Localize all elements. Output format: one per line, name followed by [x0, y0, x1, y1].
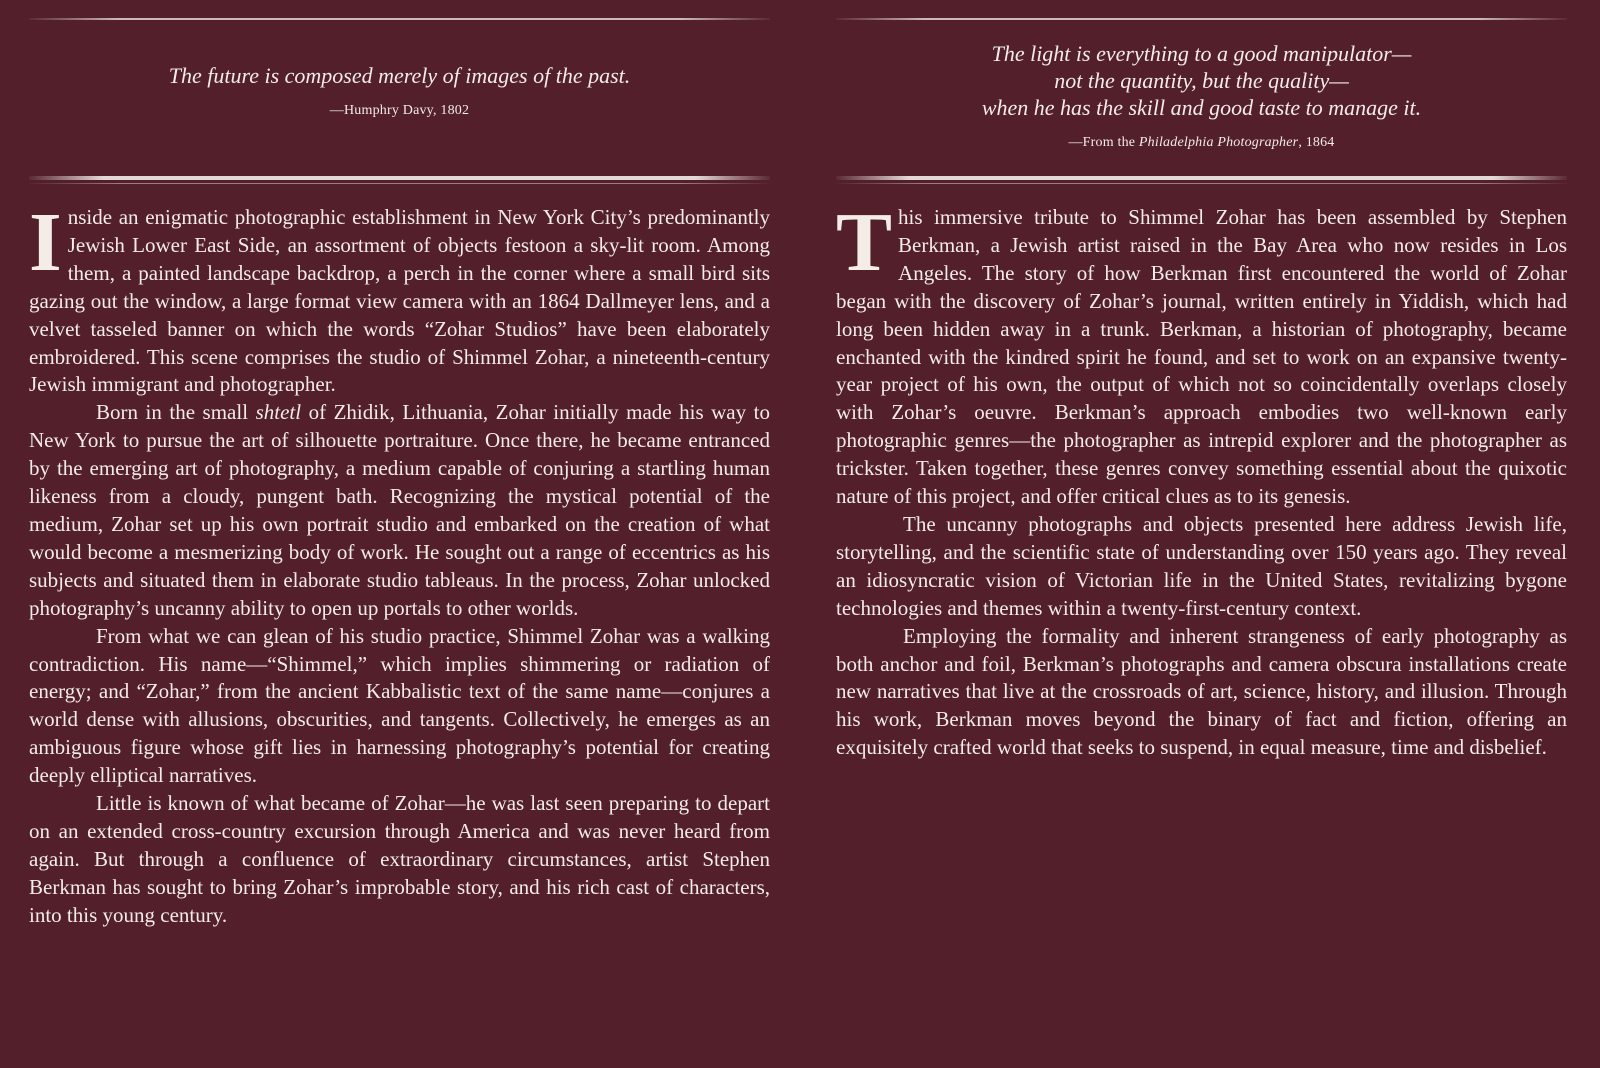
epigraph: [29, 62, 770, 119]
attribution-publication: Philadelphia Photographer: [1138, 135, 1299, 150]
epigraph-rule: [836, 176, 1567, 180]
epigraph: [836, 40, 1567, 151]
paragraph-text: his immersive tribute to Shimmel Zohar has been assembled by Stephen Berkman, a Jewish artist raised in the Bay Area who now resides in Los Angeles. The story of how Berkman first encountered the world of Zohar began with the discovery of Zohar’s journal, written entirely in Yiddish, which had long been hidden away in a trunk. Berkman, a historian of photography, became enchanted with the kindred spirit he found, and set to work on an expansive twenty-year project of his own, the output of which not so coincidentally overlaps closely with Zohar’s oeuvre. Berkman’s approach embodies two well-known early photographic genres—the photographer as intrepid explorer and the photographer as trickster. Taken together, these genres convey something essential about the quixotic nature of this project, and offer critical clues as to its genesis.: [836, 205, 1567, 509]
epigraph-attribution: —Humphry Davy, 1802: [329, 103, 470, 118]
epigraph-line: not the quantity, but the quality—: [1054, 68, 1349, 93]
paragraph: [29, 196, 770, 399]
paragraph: The uncanny photographs and objects presented here address Jewish life, storytelling, and the scientific state of understanding over 150 years ago. They reveal an idiosyncratic vision of Victorian life in the United States, revitalizing bygone technologies and themes within a twenty-first-century context.: [836, 511, 1567, 620]
epigraph-line: when he has the skill and good taste to manage it.: [981, 95, 1422, 120]
top-rule: [836, 18, 1567, 20]
epigraph-rule: [29, 176, 770, 180]
italic-term: shtetl: [255, 400, 302, 425]
epigraph-line: The light is everything to a good manipulator—: [991, 41, 1412, 66]
body-text: [836, 196, 1567, 762]
paragraph-text: nside an enigmatic photographic establishment in New York City’s predominantly Jewish Lower East Side, an assortment of objects festoon a sky-lit room. Among them, a painted landscape backdrop, a perch in the corner where a small bird sits gazing out the window, a large format view camera with an 1864 Dallmeyer lens, and a velvet tasseled banner on which the words “Zohar Studios” have been elaborately embroidered. This scene comprises the studio of Shimmel Zohar, a nineteenth-century Jewish immigrant and photographer.: [29, 205, 770, 397]
attribution-year: , 1864: [1298, 135, 1335, 150]
paragraph-text: Born in the small: [96, 400, 256, 425]
paragraph: [29, 399, 770, 622]
epigraph-attribution: [836, 135, 1567, 151]
epigraph-quote: [836, 40, 1567, 121]
drop-cap: T: [836, 196, 893, 289]
paragraph: Little is known of what became of Zohar—he was last seen preparing to depart on an extended cross-country excursion through America and was never heard from again. But through a confluence of extraordinary circumstances, artist Stephen Berkman has sought to bring Zohar’s improbable story, and his rich cast of characters, into this young century.: [29, 791, 770, 927]
paragraph-text: of Zhidik, Lithuania, Zohar initially made his way to New York to pursue the art of silhouette portraiture. Once there, he became entranced by the emerging art of photography, a medium capable of conjuring a startling human likeness from a cloudy, pungent bath. Recognizing the mystical potential of the medium, Zohar set up his own portrait studio and embarked on the creation of what would become a mesmerizing body of work. He sought out a range of eccentrics as his subjects and situated them in elaborate studio tableaus. In the process, Zohar unlocked photography’s uncanny ability to open up portals to other worlds.: [29, 400, 770, 620]
epigraph-quote: The future is composed merely of images of the past.: [168, 63, 631, 88]
drop-cap: I: [29, 196, 62, 289]
paragraph: [836, 196, 1567, 511]
paragraph: Employing the formality and inherent strangeness of early photography as both anchor and foil, Berkman’s photographs and camera obscura installations create new narratives that live at the crossroads of art, science, history, and illusion. Through his work, Berkman moves beyond the binary of fact and fiction, offering an exquisitely crafted world that seeks to suspend, in equal measure, time and disbelief.: [836, 623, 1567, 760]
body-text: [29, 196, 770, 930]
paragraph: From what we can glean of his studio practice, Shimmel Zohar was a walking contradiction. His name—“Shimmel,” which implies shimmering or radiation of energy; and “Zohar,” from the ancient Kabbalistic text of the same name—conjures a world dense with allusions, obscurities, and tangents. Collectively, he emerges as an ambiguous figure whose gift lies in harnessing photography’s potential for creating deeply elliptical narratives.: [29, 623, 770, 788]
top-rule: [29, 18, 770, 20]
attribution-prefix: —From the: [1068, 135, 1139, 150]
